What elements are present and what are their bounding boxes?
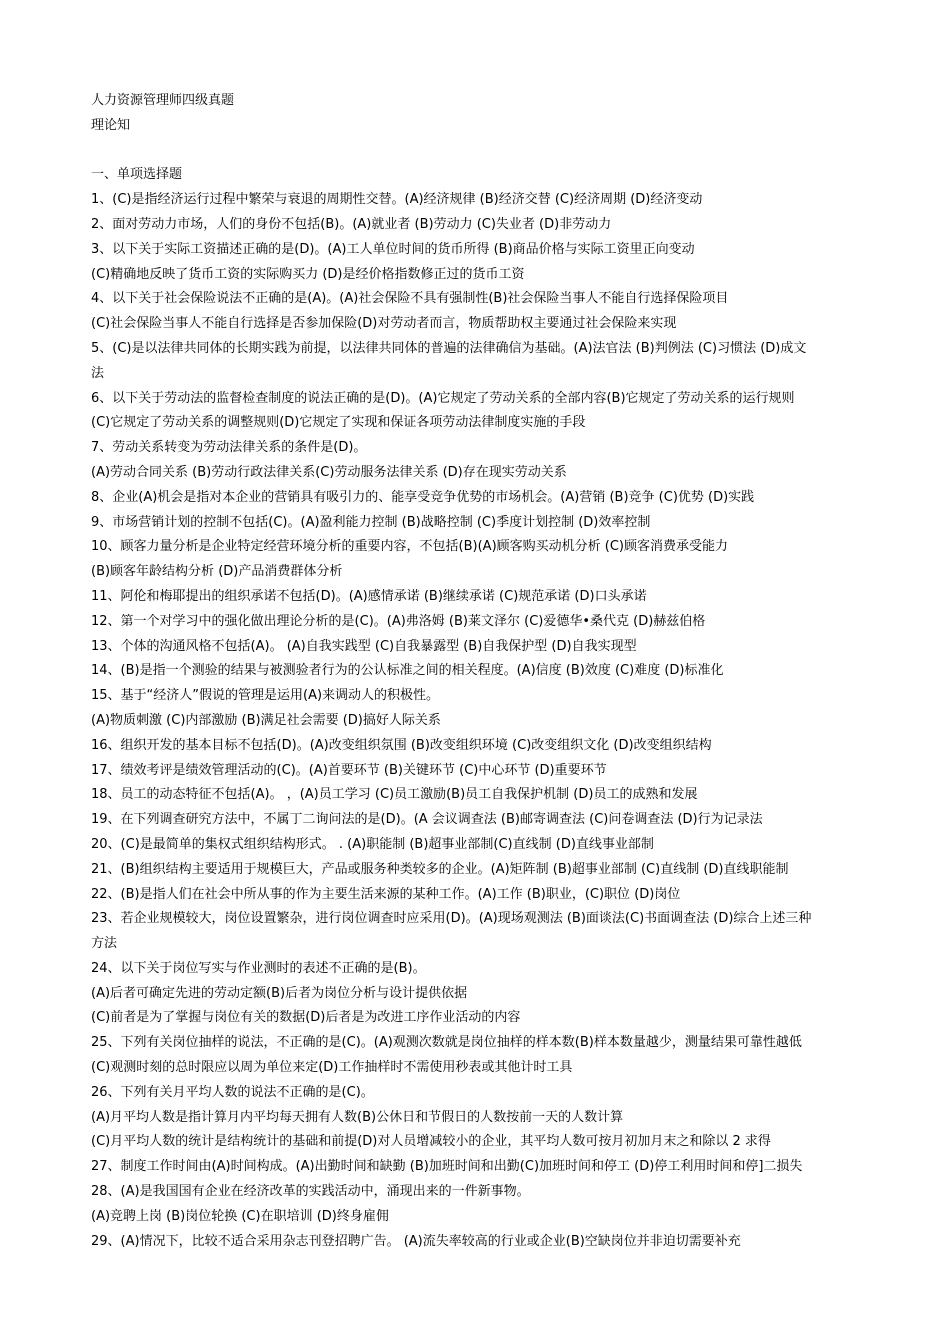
- question-line: (A)物质刺激 (C)内部激励 (B)满足社会需要 (D)搞好人际关系: [91, 712, 441, 728]
- question-line: 3、以下关于实际工资描述正确的是(D)。(A)工人单位时间的货币所得 (B)商品价格与实际工资里正向变动: [91, 241, 695, 257]
- question-line: 法: [91, 365, 105, 381]
- question-line: 12、第一个对学习中的强化做出理论分析的是(C)。(A)弗洛姆 (B)莱文泽尔 (C)爱德华•桑代克 (D)赫兹伯格: [91, 613, 706, 629]
- question-line: 9、市场营销计划的控制不包括(C)。(A)盈利能力控制 (B)战略控制 (C)季度计划控制 (D)效率控制: [91, 514, 651, 530]
- question-line: 23、若企业规模较大，岗位设置繁杂，进行岗位调查时应采用(D)。(A)现场观测法 (B)面谈法(C)书面调查法 (D)综合上述三种: [91, 911, 812, 927]
- section-heading: 一、单项选择题: [91, 167, 183, 183]
- question-line: (A)劳动合同关系 (B)劳动行政法律关系(C)劳动服务法律关系 (D)存在现实劳动关系: [91, 464, 567, 480]
- question-line: (C)前者是为了掌握与岗位有关的数据(D)后者是为改进工序作业活动的内容: [91, 1010, 521, 1026]
- question-line: 28、(A)是我国国有企业在经济改革的实践活动中，涌现出来的一件新事物。: [91, 1184, 530, 1200]
- question-line: 25、下列有关岗位抽样的说法，不正确的是(C)。(A)观测次数就是岗位抽样的样本数(B)样本数量越少，测量结果可靠性越低: [91, 1035, 802, 1051]
- question-line: (B)顾客年龄结构分析 (D)产品消费群体分析: [91, 564, 343, 580]
- question-line: 7、劳动关系转变为劳动法律关系的条件是(D)。: [91, 440, 367, 456]
- question-line: 22、(B)是指人们在社会中所从事的作为主要生活来源的某种工作。(A)工作 (B)职业，(C)职位 (D)岗位: [91, 886, 681, 902]
- question-line: 16、组织开发的基本目标不包括(D)。(A)改变组织氛围 (B)改变组织环境 (C)改变组织文化 (D)改变组织结构: [91, 737, 712, 753]
- question-line: 6、以下关于劳动法的监督检查制度的说法正确的是(D)。(A)它规定了劳动关系的全部内容(B)它规定了劳动关系的运行规则: [91, 390, 795, 406]
- blank-line: [91, 139, 863, 164]
- question-line: 2、面对劳动力市场，人们的身份不包括(B)。(A)就业者 (B)劳动力 (C)失业者 (D)非劳动力: [91, 216, 612, 232]
- question-line: (C)月平均人数的统计是结构统计的基础和前提(D)对人员增减较小的企业，其平均人数可按月初加月末之和除以 2 求得: [91, 1134, 771, 1150]
- question-line: (C)精确地反映了货币工资的实际购买力 (D)是经价格指数修正过的货币工资: [91, 266, 525, 282]
- question-line: 13、个体的沟通风格不包括(A)。 (A)自我实践型 (C)自我暴露型 (B)自我保护型 (D)自我实现型: [91, 638, 637, 654]
- question-line: 21、(B)组织结构主要适用于规模巨大，产品或服务种类较多的企业。(A)矩阵制 (B)超事业部制 (C)直线制 (D)直线职能制: [91, 861, 789, 877]
- question-line: 15、基于“经济人”假说的管理是运用(A)来调动人的积极性。: [91, 688, 440, 704]
- question-line: 27、制度工作时间由(A)时间构成。(A)出勤时间和缺勤 (B)加班时间和出勤(C)加班时间和停工 (D)停工利用时间和停]二损失: [91, 1159, 803, 1175]
- question-line: 4、以下关于社会保险说法不正确的是(A)。(A)社会保险不具有强制性(B)社会保险当事人不能自行选择保险项目: [91, 291, 729, 307]
- question-line: 24、以下关于岗位写实与作业测时的表述不正确的是(B)。: [91, 960, 426, 976]
- question-line: 18、员工的动态特征不包括(A)。 ，(A)员工学习 (C)员工激励(B)员工自我保护机制 (D)员工的成熟和发展: [91, 787, 698, 803]
- question-line: (C)它规定了劳动关系的调整规则(D)它规定了实现和保证各项劳动法律制度实施的手段: [91, 415, 586, 431]
- document-page: [91, 89, 863, 1254]
- document-subtitle: 理论知: [91, 117, 131, 133]
- document-title: 人力资源管理师四级真题: [91, 93, 235, 108]
- question-line: 8、企业(A)机会是指对本企业的营销具有吸引力的、能享受竞争优势的市场机会。(A)营销 (B)竞争 (C)优势 (D)实践: [91, 489, 755, 505]
- question-line: 20、(C)是最简单的集权式组织结构形式。 . (A)职能制 (B)超事业部制(C)直线制 (D)直线事业部制: [91, 836, 654, 852]
- question-line: 10、顾客力量分析是企业特定经营环境分析的重要内容，不包括(B)(A)顾客购买动机分析 (C)顾客消费承受能力: [91, 539, 728, 555]
- question-line: 19、在下列调查研究方法中，不属丁二询问法的是(D)。(A 会议调查法 (B)邮寄调查法 (C)问卷调查法 (D)行为记录法: [91, 812, 763, 828]
- question-line: 14、(B)是指一个测验的结果与被测验者行为的公认标准之间的相关程度。(A)信度 (B)效度 (C)难度 (D)标准化: [91, 663, 724, 679]
- question-line: 1、(C)是指经济运行过程中繁荣与衰退的周期性交替。(A)经济规律 (B)经济交替 (C)经济周期 (D)经济变动: [91, 192, 703, 208]
- question-line: (A)竞聘上岗 (B)岗位轮换 (C)在职培训 (D)终身雇佣: [91, 1208, 389, 1224]
- question-line: (A)月平均人数是指计算月内平均每天拥有人数(B)公休日和节假日的人数按前一天的人数计算: [91, 1109, 624, 1125]
- question-line: (A)后者可确定先进的劳动定额(B)后者为岗位分析与设计提供依据: [91, 985, 468, 1001]
- question-line: 17、绩效考评是绩效管理活动的(C)。(A)首要环节 (B)关键环节 (C)中心环节 (D)重要环节: [91, 762, 607, 778]
- question-line: 5、(C)是以法律共同体的长期实践为前提，以法律共同体的普遍的法律确信为基础。(A)法官法 (B)判例法 (C)习惯法 (D)成文: [91, 340, 807, 356]
- question-line: 26、下列有关月平均人数的说法不正确的是(C)。: [91, 1084, 374, 1100]
- question-line: (C)社会保险当事人不能自行选择是否参加保险(D)对劳动者而言，物质帮助权主要通过社会保险来实现: [91, 316, 677, 332]
- question-line: 29、(A)情况下，比较不适合采用杂志刊登招聘广告。 (A)流失率较高的行业或企业(B)空缺岗位并非迫切需要补充: [91, 1233, 741, 1249]
- question-line: (C)观测时刻的总时限应以周为单位来定(D)工作抽样时不需使用秒表或其他计时工具: [91, 1060, 573, 1076]
- question-line: 11、阿伦和梅耶提出的组织承诺不包括(D)。(A)感情承诺 (B)继续承诺 (C)规范承诺 (D)口头承诺: [91, 588, 647, 604]
- question-line: 方法: [91, 936, 118, 952]
